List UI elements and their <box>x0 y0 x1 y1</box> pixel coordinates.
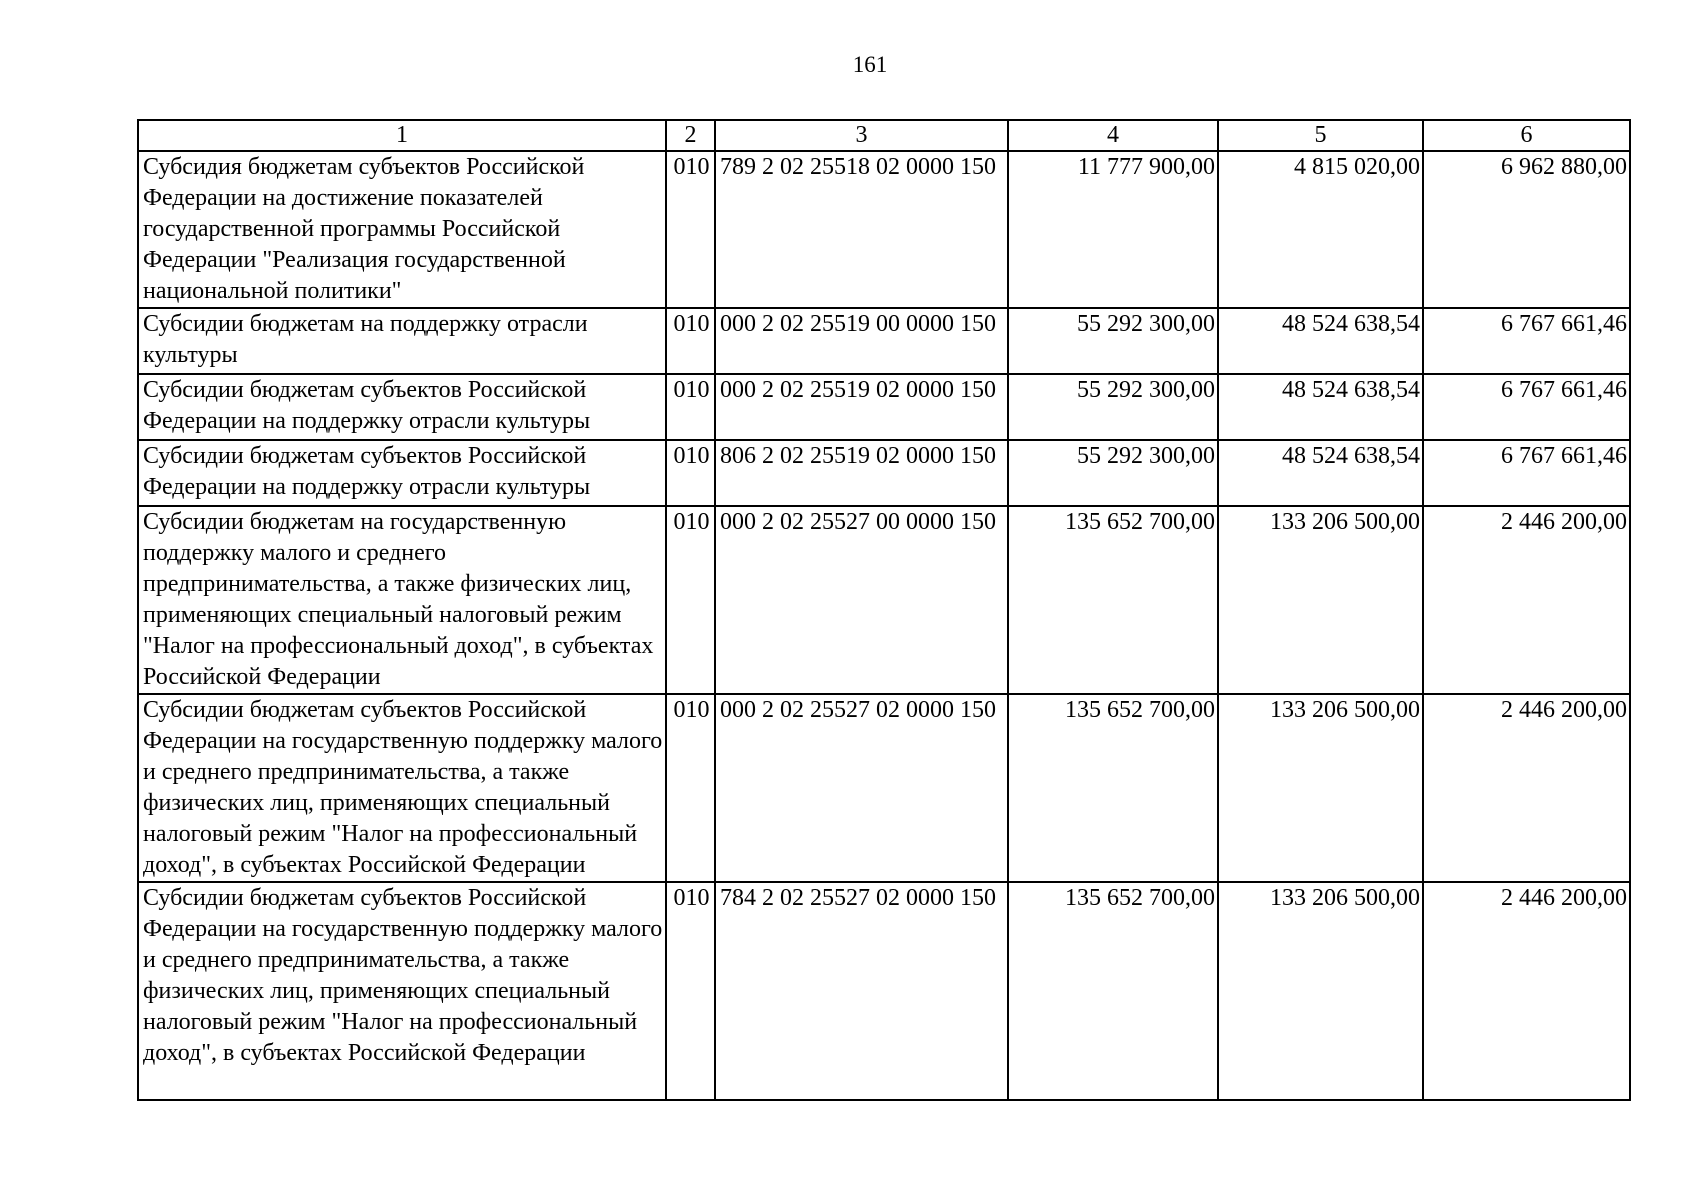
row-code: 000 2 02 25527 02 0000 150 <box>715 694 1008 882</box>
row-col6: 6 767 661,46 <box>1423 440 1630 506</box>
row-col4: 135 652 700,00 <box>1008 694 1218 882</box>
header-col-5: 5 <box>1218 120 1423 151</box>
row-col4: 135 652 700,00 <box>1008 882 1218 1100</box>
row-chapter: 010 <box>666 151 715 308</box>
row-chapter: 010 <box>666 882 715 1100</box>
header-col-3: 3 <box>715 120 1008 151</box>
row-name: Субсидии бюджетам субъектов Российской Федерации на государственную поддержку малого и среднего предпринимательства, а также физических лиц, применяющих специальный налоговый режим "Налог на профессиональный доход", в субъектах Российской Федерации <box>138 694 666 882</box>
table-row <box>138 506 1630 694</box>
header-col-6: 6 <box>1423 120 1630 151</box>
row-name: Субсидия бюджетам субъектов Российской Федерации на достижение показателей государственной программы Российской Федерации "Реализация государственной национальной политики" <box>138 151 666 308</box>
row-col5: 133 206 500,00 <box>1218 694 1423 882</box>
header-col-2: 2 <box>666 120 715 151</box>
row-chapter: 010 <box>666 694 715 882</box>
row-code: 806 2 02 25519 02 0000 150 <box>715 440 1008 506</box>
row-name: Субсидии бюджетам субъектов Российской Федерации на поддержку отрасли культуры <box>138 440 666 506</box>
row-col5: 133 206 500,00 <box>1218 506 1423 694</box>
table-row <box>138 151 1630 308</box>
header-row <box>138 120 1630 151</box>
row-chapter: 010 <box>666 374 715 440</box>
table-row <box>138 374 1630 440</box>
row-col6: 2 446 200,00 <box>1423 882 1630 1100</box>
header-col-1: 1 <box>138 120 666 151</box>
row-code: 784 2 02 25527 02 0000 150 <box>715 882 1008 1100</box>
row-col6: 2 446 200,00 <box>1423 506 1630 694</box>
row-col5: 48 524 638,54 <box>1218 308 1423 374</box>
header-col-4: 4 <box>1008 120 1218 151</box>
row-code: 789 2 02 25518 02 0000 150 <box>715 151 1008 308</box>
row-col4: 55 292 300,00 <box>1008 440 1218 506</box>
row-chapter: 010 <box>666 308 715 374</box>
row-col5: 48 524 638,54 <box>1218 374 1423 440</box>
row-name: Субсидии бюджетам субъектов Российской Федерации на поддержку отрасли культуры <box>138 374 666 440</box>
row-col5: 4 815 020,00 <box>1218 151 1423 308</box>
row-code: 000 2 02 25519 00 0000 150 <box>715 308 1008 374</box>
row-col6: 6 767 661,46 <box>1423 374 1630 440</box>
row-col6: 6 767 661,46 <box>1423 308 1630 374</box>
row-chapter: 010 <box>666 440 715 506</box>
table-row <box>138 694 1630 882</box>
budget-table <box>137 119 1631 1101</box>
table-row <box>138 882 1630 1100</box>
row-chapter: 010 <box>666 506 715 694</box>
row-name: Субсидии бюджетам на государственную поддержку малого и среднего предпринимательства, а также физических лиц, применяющих специальный налоговый режим "Налог на профессиональный доход", в субъектах Российской Федерации <box>138 506 666 694</box>
row-col4: 55 292 300,00 <box>1008 308 1218 374</box>
row-col5: 133 206 500,00 <box>1218 882 1423 1100</box>
row-col5: 48 524 638,54 <box>1218 440 1423 506</box>
row-col4: 11 777 900,00 <box>1008 151 1218 308</box>
row-name: Субсидии бюджетам на поддержку отрасли культуры <box>138 308 666 374</box>
row-code: 000 2 02 25519 02 0000 150 <box>715 374 1008 440</box>
table-row <box>138 308 1630 374</box>
page-number: 161 <box>852 52 888 77</box>
row-code: 000 2 02 25527 00 0000 150 <box>715 506 1008 694</box>
row-col6: 2 446 200,00 <box>1423 694 1630 882</box>
row-col4: 55 292 300,00 <box>1008 374 1218 440</box>
row-name: Субсидии бюджетам субъектов Российской Федерации на государственную поддержку малого и среднего предпринимательства, а также физических лиц, применяющих специальный налоговый режим "Налог на профессиональный доход", в субъектах Российской Федерации <box>138 882 666 1100</box>
row-col4: 135 652 700,00 <box>1008 506 1218 694</box>
table-row <box>138 440 1630 506</box>
row-col6: 6 962 880,00 <box>1423 151 1630 308</box>
